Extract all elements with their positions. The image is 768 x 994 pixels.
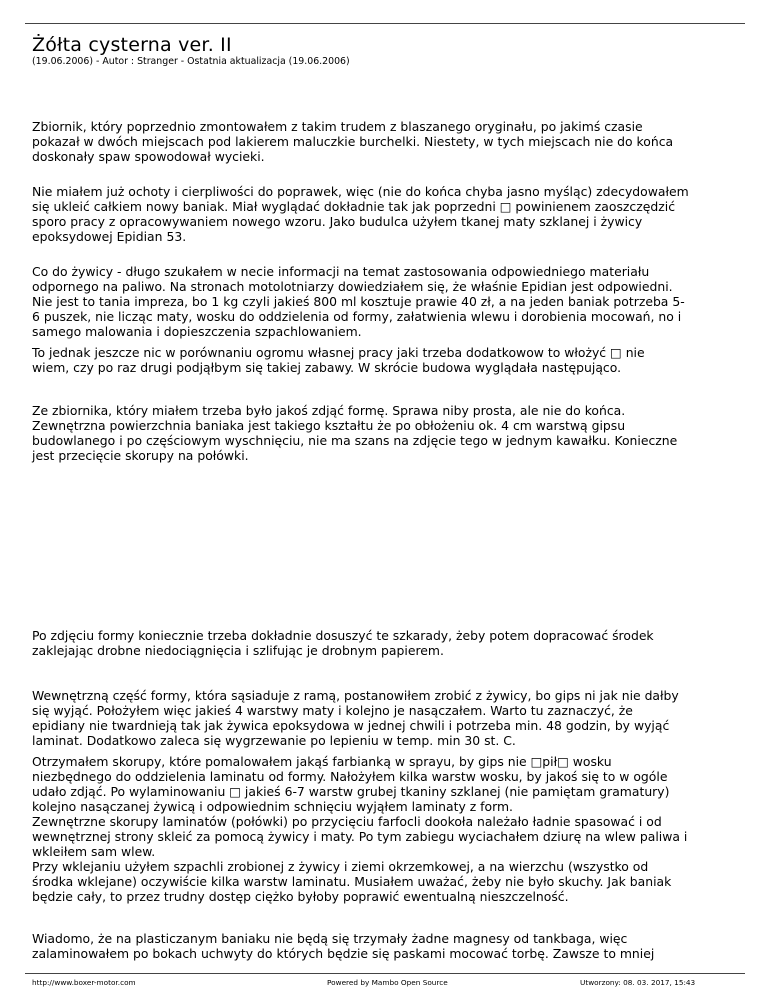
paragraph-line: zalaminowałem po bokach uchwyty do których będzie się paskami mocować torbę. Zawsze to mniej	[32, 946, 655, 961]
article-title: Żółta cysterna ver. II	[32, 34, 232, 56]
paragraph	[32, 184, 744, 244]
bottom-rule	[25, 973, 745, 974]
paragraph-line: laminat. Dodatkowo zaleca się wygrzewanie po lepieniu w temp. min 30 st. C.	[32, 733, 516, 748]
paragraph-line: 6 puszek, nie licząc maty, wosku do oddzielenia od formy, załatwienia wlewu i dorobienia mocowań, no i	[32, 309, 682, 324]
paragraph-line: kolejno nasączanej żywicą i odpowiednim schnięciu wyjąłem laminaty z form.	[32, 799, 513, 814]
paragraph-line: doskonały spaw spowodował wycieki.	[32, 149, 265, 164]
paragraph-line: epidiany nie twardnieją tak jak żywica epoksydowa w jednej chwili i potrzeba min. 48 godzin, by wyjąć	[32, 718, 670, 733]
paragraph-line: się wyjąć. Położyłem więc jakieś 4 warstwy maty i kolejno je nasączałem. Warto tu zaznaczyć, że	[32, 703, 633, 718]
paragraph-line: wkleiłem sam wlew.	[32, 844, 156, 859]
paragraph-line: Co do żywicy - długo szukałem w necie informacji na temat zastosowania odpowiedniego materiału	[32, 264, 650, 279]
paragraph	[32, 345, 744, 375]
paragraph	[32, 628, 744, 658]
paragraph-line: będzie cały, to przez trudny dostęp ciężko byłoby poprawić ewentualną nieszczelność.	[32, 889, 569, 904]
paragraph-line: udało zdjąć. Po wylaminowaniu □ jakieś 6-7 warstw grubej tkaniny szklanej (nie pamiętam gramatury)	[32, 784, 670, 799]
footer-powered: Powered by Mambo Open Source	[327, 978, 448, 987]
paragraph-line: Wewnętrzną część formy, która sąsiaduje z ramą, postanowiłem zrobić z żywicy, bo gips ni jak nie dałby	[32, 688, 679, 703]
paragraph-line: Nie jest to tania impreza, bo 1 kg czyli jakieś 800 ml kosztuje prawie 40 zł, a na jeden baniak potrzeba 5-	[32, 294, 685, 309]
paragraph-line: budowlanego i po częściowym wyschnięciu, nie ma szans na zdjęcie tego w jednym kawałku. Konieczne	[32, 433, 678, 448]
paragraph-line: środka wklejane) oczywiście kilka warstw laminatu. Musiałem uważać, żeby nie było skuchy. Jak baniak	[32, 874, 672, 889]
paragraph-line: wewnętrznej strony skleić za pomocą żywicy i maty. Po tym zabiegu wyciachałem dziurę na wlew paliwa i	[32, 829, 688, 844]
paragraph-line: Zewnętrzne skorupy laminatów (połówki) po przycięciu farfocli dookoła należało ładnie spasować i od	[32, 814, 662, 829]
paragraph	[32, 264, 744, 339]
paragraph	[32, 403, 744, 463]
paragraph-line: Zewnętrzna powierzchnia baniaka jest takiego kształtu że po obłożeniu ok. 4 cm warstwą gipsu	[32, 418, 626, 433]
top-rule	[25, 23, 745, 24]
paragraph-line: jest przecięcie skorupy na połówki.	[32, 448, 249, 463]
paragraph-line: Przy wklejaniu użyłem szpachli zrobionej z żywicy i ziemi okrzemkowej, a na wierzchu (wszystko od	[32, 859, 649, 874]
paragraph	[32, 119, 744, 164]
paragraph-line: sporo pracy z opracowywaniem nowego wzoru. Jako budulca użyłem tkanej maty szklanej i żywicy	[32, 214, 643, 229]
paragraph-line: Po zdjęciu formy koniecznie trzeba dokładnie dosuszyć te szkarady, żeby potem dopracować środek	[32, 628, 654, 643]
paragraph-line: Wiadomo, że na plasticzanym baniaku nie będą się trzymały żadne magnesy od tankbaga, więc	[32, 931, 628, 946]
paragraph	[32, 754, 744, 904]
paragraph-line: samego malowania i dopieszczenia szpachlowaniem.	[32, 324, 362, 339]
paragraph-line: Ze zbiornika, który miałem trzeba było jakoś zdjąć formę. Sprawa niby prosta, ale nie do końca.	[32, 403, 626, 418]
paragraph	[32, 688, 744, 748]
article-meta: (19.06.2006) - Autor : Stranger - Ostatnia aktualizacja (19.06.2006)	[32, 56, 350, 67]
footer-created: Utworzony: 08. 03. 2017, 15:43	[580, 978, 696, 987]
paragraph-line: Otrzymałem skorupy, które pomalowałem jakąś farbianką w sprayu, by gips nie □pił□ wosku	[32, 754, 612, 769]
paragraph	[32, 931, 744, 961]
paragraph-line: zaklejając drobne niedociągnięcia i szlifując je drobnym papierem.	[32, 643, 444, 658]
paragraph-line: odpornego na paliwo. Na stronach motolotniarzy dowiedziałem się, że właśnie Epidian jest odpowiedni.	[32, 279, 673, 294]
paragraph-line: To jednak jeszcze nic w porównaniu ogromu własnej pracy jaki trzeba dodatkowow to włożyć □ nie	[32, 345, 645, 360]
footer-url: http://www.boxer-motor.com	[32, 978, 136, 987]
paragraph-line: Zbiornik, który poprzednio zmontowałem z takim trudem z blaszanego oryginału, po jakimś czasie	[32, 119, 643, 134]
paragraph-line: Nie miałem już ochoty i cierpliwości do poprawek, więc (nie do końca chyba jasno myśląc) zdecydowałem	[32, 184, 689, 199]
paragraph-line: się ukleić całkiem nowy baniak. Miał wyglądać dokładnie tak jak poprzedni □ powinienem zaoszczędzić	[32, 199, 676, 214]
paragraph-line: pokazał w dwóch miejscach pod lakierem maluczkie burchelki. Niestety, w tych miejscach nie do końca	[32, 134, 674, 149]
paragraph-line: niezbędnego do oddzielenia laminatu od formy. Nałożyłem kilka warstw wosku, by jakoś się to w ogóle	[32, 769, 668, 784]
paragraph-line: wiem, czy po raz drugi podjąłbym się takiej zabawy. W skrócie budowa wyglądała następująco.	[32, 360, 622, 375]
paragraph-line: epoksydowej Epidian 53.	[32, 229, 187, 244]
